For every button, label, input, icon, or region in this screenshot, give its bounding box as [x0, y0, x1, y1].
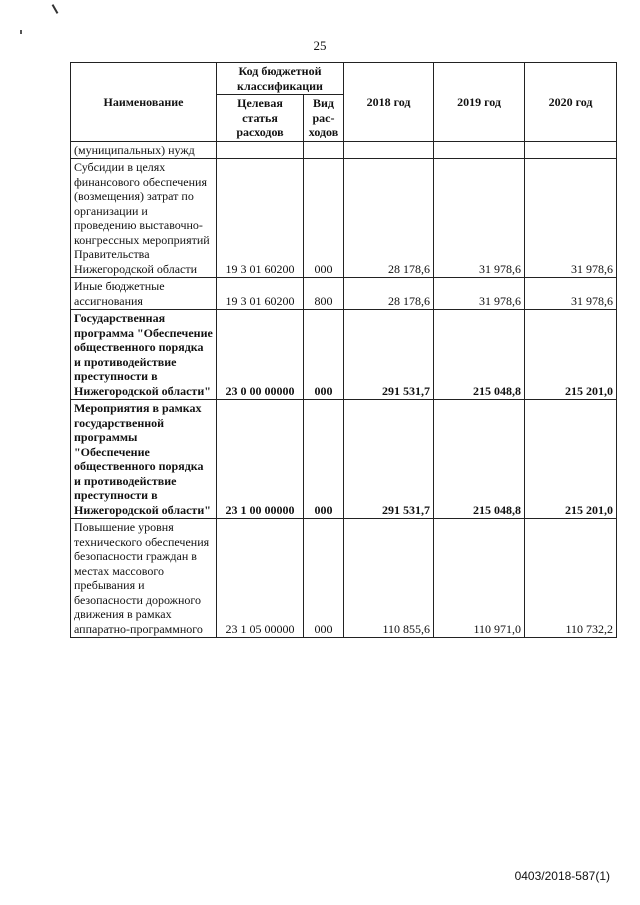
header-target-article: Целевая статья расходов: [217, 95, 304, 142]
row-target-code: 19 3 01 60200: [217, 278, 304, 310]
row-value-2020: 215 201,0: [525, 310, 617, 400]
row-target-code: 23 1 00 00000: [217, 400, 304, 519]
row-value-2020: [525, 141, 617, 159]
row-name: Мероприятия в рамках государственной программы "Обеспечение общественного порядка и противодействие преступности в Нижегородской области": [71, 400, 217, 519]
header-row: [71, 63, 617, 95]
row-target-code: 19 3 01 60200: [217, 159, 304, 278]
row-name: Государственная программа "Обеспечение общественного порядка и противодействие преступности в Нижегородской области": [71, 310, 217, 400]
row-value-2020: 215 201,0: [525, 400, 617, 519]
row-value-2018: 28 178,6: [344, 278, 434, 310]
row-expense-type: 000: [304, 310, 344, 400]
row-value-2019: 31 978,6: [434, 159, 525, 278]
row-expense-type: 000: [304, 519, 344, 638]
header-2018: 2018 год: [344, 63, 434, 142]
row-target-code: [217, 141, 304, 159]
row-name: Субсидии в целях финансового обеспечения (возмещения) затрат по организации и проведению выставочно-конгрессных мероприятий Правительства Нижегородской области: [71, 159, 217, 278]
header-expense-type: Вид рас-ходов: [304, 95, 344, 142]
page-number: 25: [313, 38, 327, 53]
row-value-2019: 215 048,8: [434, 400, 525, 519]
header-budget-code: Код бюджетной классификации: [217, 63, 344, 95]
header-name: Наименование: [71, 63, 217, 142]
row-value-2020: 110 732,2: [525, 519, 617, 638]
table-row: [71, 141, 617, 159]
row-value-2018: 291 531,7: [344, 400, 434, 519]
row-name: Повышение уровня технического обеспечения безопасности граждан в местах массового пребывания и безопасности дорожного движения в рамках аппаратно-программного: [71, 519, 217, 638]
row-value-2019: 110 971,0: [434, 519, 525, 638]
table-row: [71, 278, 617, 310]
row-value-2019: [434, 141, 525, 159]
row-target-code: 23 0 00 00000: [217, 310, 304, 400]
document-code: 0403/2018-587(1): [514, 869, 610, 883]
header-2019: 2019 год: [434, 63, 525, 142]
row-value-2018: 291 531,7: [344, 310, 434, 400]
row-value-2020: 31 978,6: [525, 159, 617, 278]
row-value-2018: [344, 141, 434, 159]
row-value-2019: 31 978,6: [434, 278, 525, 310]
table-row: [71, 159, 617, 278]
row-expense-type: [304, 141, 344, 159]
row-expense-type: 000: [304, 159, 344, 278]
table-row: [71, 519, 617, 638]
header-2020: 2020 год: [525, 63, 617, 142]
row-expense-type: 000: [304, 400, 344, 519]
scan-mark: [52, 4, 59, 14]
row-value-2019: 215 048,8: [434, 310, 525, 400]
row-expense-type: 800: [304, 278, 344, 310]
table-row: [71, 400, 617, 519]
row-value-2020: 31 978,6: [525, 278, 617, 310]
table-row: [71, 310, 617, 400]
row-name: (муниципальных) нужд: [71, 141, 217, 159]
scan-mark: [20, 30, 22, 34]
row-value-2018: 28 178,6: [344, 159, 434, 278]
budget-table: [70, 62, 617, 638]
row-value-2018: 110 855,6: [344, 519, 434, 638]
row-name: Иные бюджетные ассигнования: [71, 278, 217, 310]
row-target-code: 23 1 05 00000: [217, 519, 304, 638]
